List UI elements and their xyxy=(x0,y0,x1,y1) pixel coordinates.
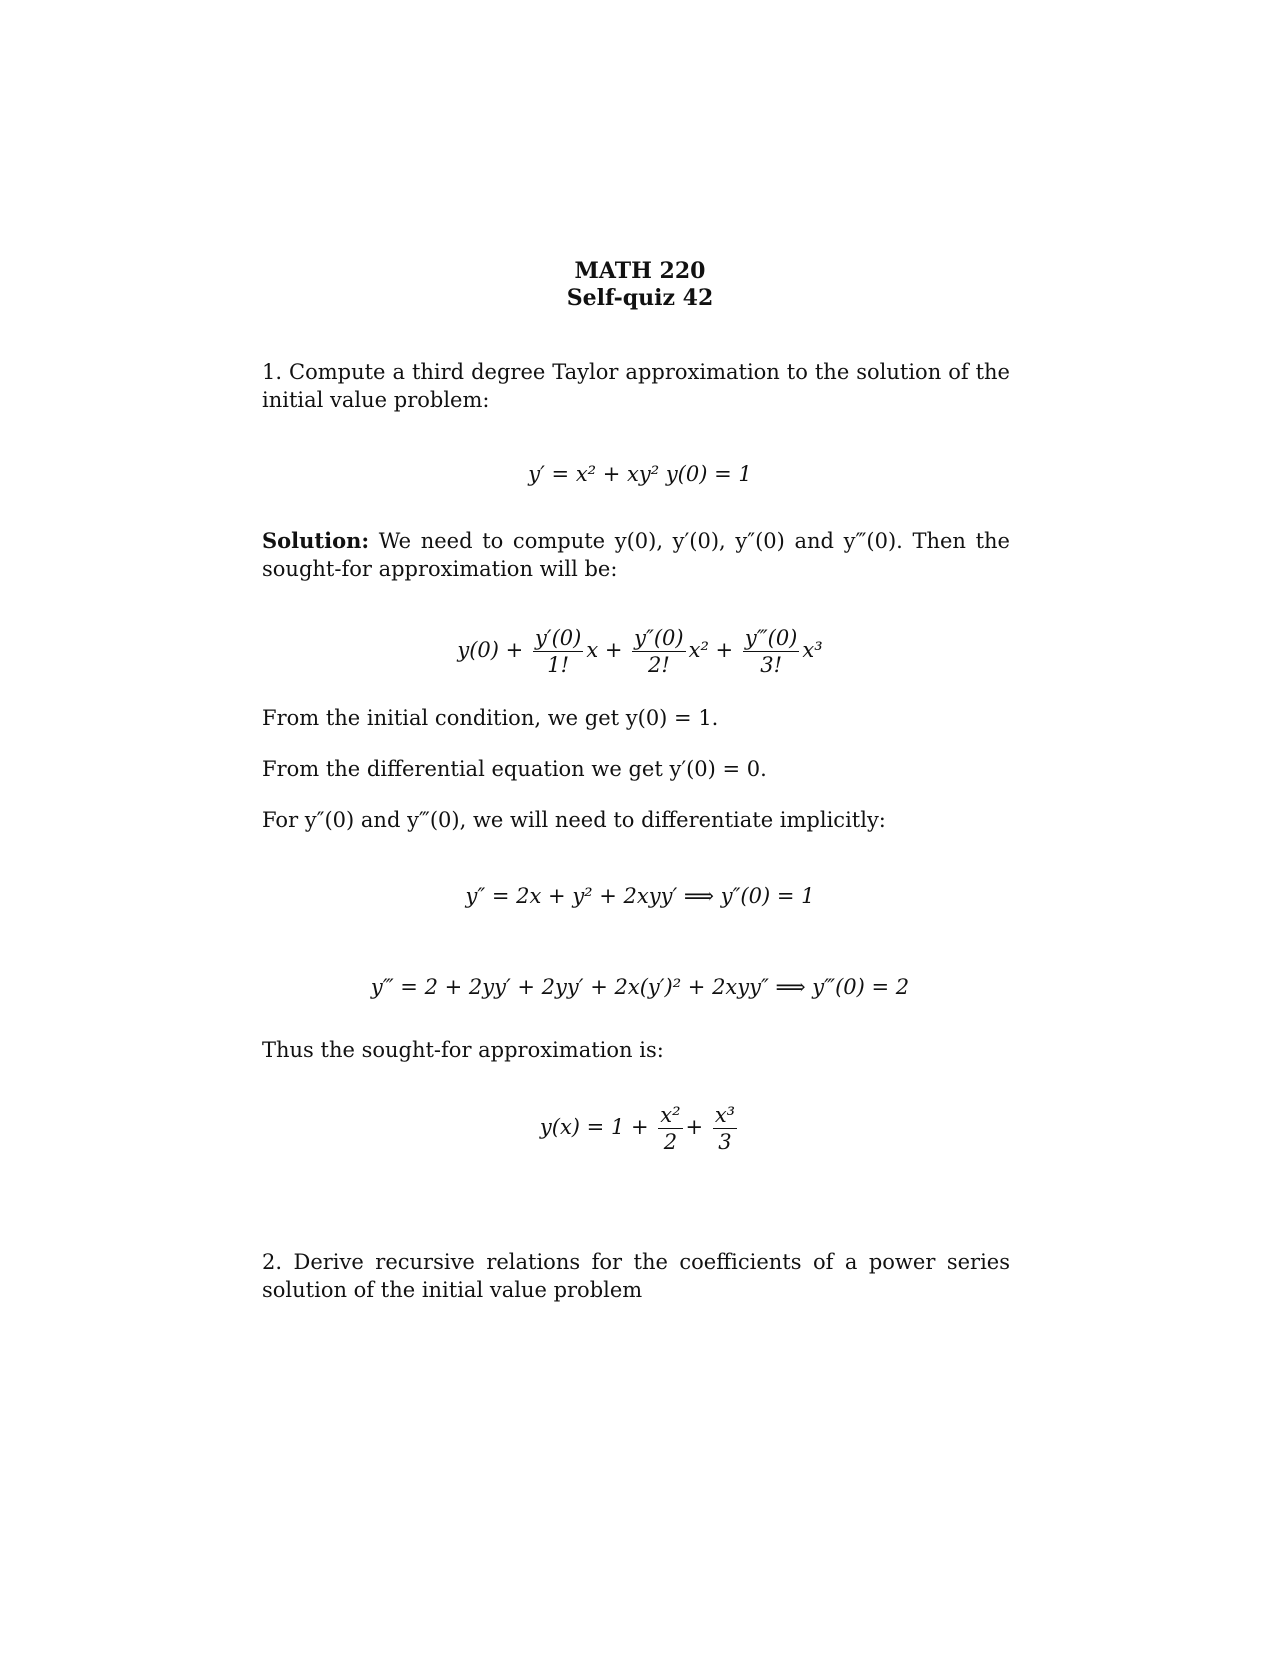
problem-1-text: Compute a third degree Taylor approximation to the solution of the initial value problem: xyxy=(262,360,1010,412)
taylor-frac-1-den: 1! xyxy=(547,653,570,677)
ivp-equation: y′ = x² + xy² y(0) = 1 xyxy=(528,462,752,486)
problem-1-statement xyxy=(262,358,1010,414)
taylor-frac-2-num: y″(0) xyxy=(634,626,684,650)
step-initial-condition: From the initial condition, we get y(0) = 1. xyxy=(262,706,719,730)
taylor-frac-3 xyxy=(743,625,800,678)
result-frac-2 xyxy=(713,1102,737,1155)
solution-paragraph xyxy=(262,527,1010,583)
taylor-frac-2 xyxy=(632,625,685,678)
problem-1-number: 1. xyxy=(262,360,283,384)
conclusion-text: Thus the sought-for approximation is: xyxy=(262,1038,664,1062)
taylor-formula xyxy=(0,625,1280,678)
result-lhs: y(x) = 1 + xyxy=(539,1115,649,1139)
taylor-frac-3-den: 3! xyxy=(760,653,783,677)
taylor-lhs: y(0) + xyxy=(457,638,524,662)
result-after-1: + xyxy=(685,1115,704,1139)
taylor-frac-1 xyxy=(533,625,583,678)
result-frac-1-den: 2 xyxy=(663,1130,678,1154)
taylor-after-2: x² + xyxy=(688,638,734,662)
result-formula xyxy=(0,1102,1280,1155)
course-title: MATH 220 xyxy=(574,258,706,284)
result-frac-1-num: x² xyxy=(660,1103,681,1127)
quiz-title: Self-quiz 42 xyxy=(566,285,714,311)
third-derivative-equation: y‴ = 2 + 2yy′ + 2yy′ + 2x(y′)² + 2xyy″ ⟹ y‴(0) = 2 xyxy=(370,975,910,999)
taylor-frac-3-num: y‴(0) xyxy=(744,626,798,650)
step-implicit-differentiation: For y″(0) and y‴(0), we will need to differentiate implicitly: xyxy=(262,808,886,832)
result-frac-2-den: 3 xyxy=(718,1130,732,1154)
solution-label: Solution: xyxy=(262,528,370,553)
taylor-frac-2-den: 2! xyxy=(647,653,670,677)
result-frac-1 xyxy=(658,1102,682,1155)
taylor-after-1: x + xyxy=(586,638,623,662)
second-derivative-equation: y″ = 2x + y² + 2xyy′ ⟹ y″(0) = 1 xyxy=(465,884,815,908)
taylor-frac-1-num: y′(0) xyxy=(534,626,582,650)
result-frac-2-num: x³ xyxy=(714,1103,736,1127)
problem-2-statement: 2. Derive recursive relations for the coefficients of a power series solution of the initial value problem xyxy=(262,1250,1010,1302)
step-differential-equation: From the differential equation we get y′(0) = 0. xyxy=(262,757,767,781)
taylor-after-3: x³ xyxy=(802,638,823,662)
solution-text: We need to compute y(0), y′(0), y″(0) and y‴(0). Then the sought-for approximation will be: xyxy=(262,529,1010,581)
